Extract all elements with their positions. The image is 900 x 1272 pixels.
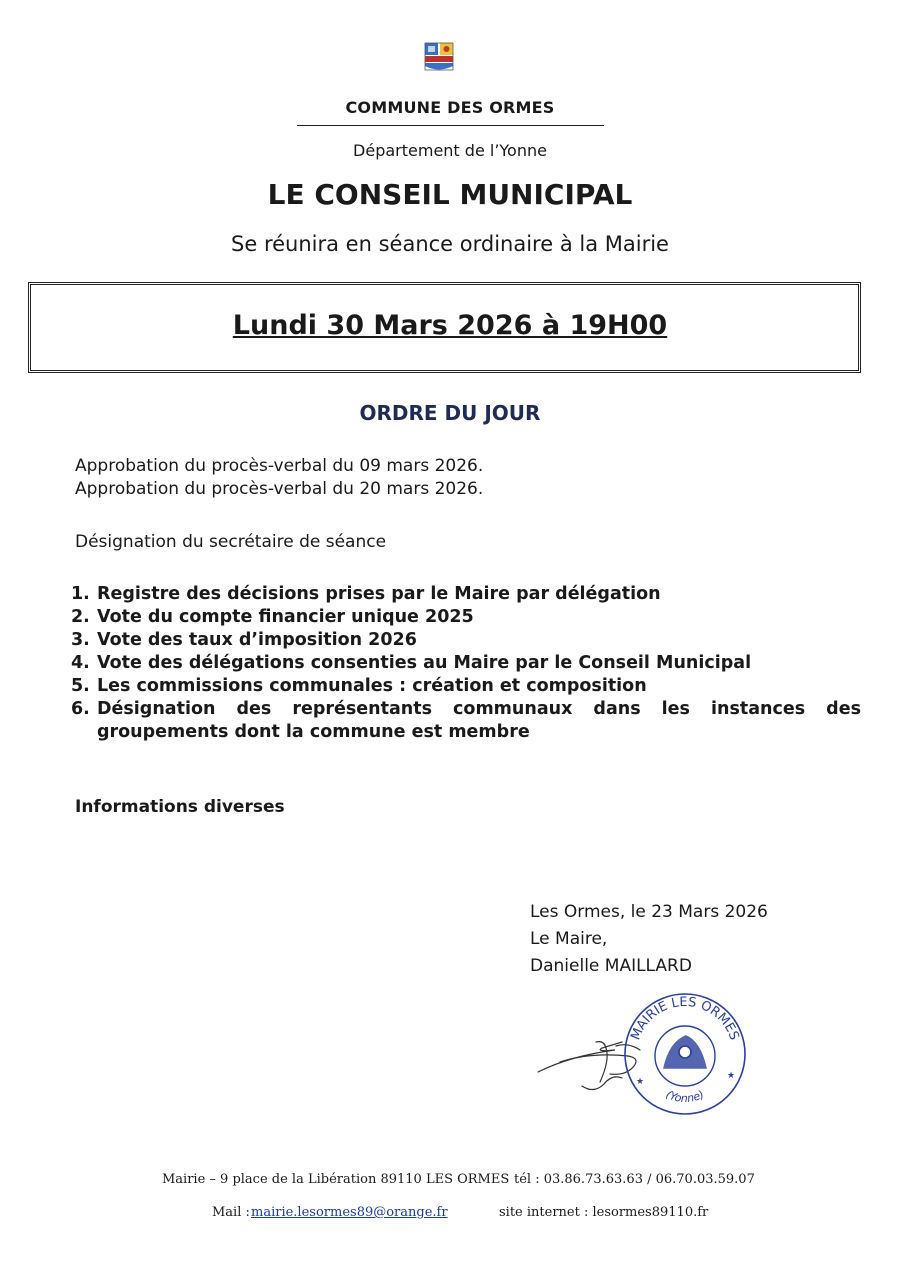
agenda-item-number: 1.: [71, 584, 90, 604]
agenda-item: [71, 652, 861, 675]
signatory-role: Le Maire,: [530, 929, 608, 949]
agenda-item-number: 4.: [71, 653, 90, 673]
agenda-item-number: 2.: [71, 607, 90, 627]
footer-email-link[interactable]: mairie.lesormes89@orange.fr: [251, 1205, 448, 1220]
stamp-bottom-text: (Yonne): [663, 1087, 707, 1106]
secretary-designation: Désignation du secrétaire de séance: [75, 532, 387, 552]
signature-place-date: Les Ormes, le 23 Mars 2026: [530, 902, 768, 922]
agenda-item: [71, 675, 861, 698]
agenda-heading: ORDRE DU JOUR: [359, 401, 541, 425]
minutes-approval-1: Approbation du procès-verbal du 09 mars 2026.: [75, 456, 484, 476]
misc-information: Informations diverses: [75, 797, 285, 817]
coat-of-arms-icon: [424, 42, 454, 72]
signature-stamp: [530, 990, 760, 1120]
agenda-item-text: Vote du compte financier unique 2025: [97, 607, 474, 627]
footer-phone: tél : 03.86.73.63.63 / 06.70.03.59.07: [514, 1172, 755, 1187]
signatory-name: Danielle MAILLARD: [530, 956, 692, 976]
agenda-item: [71, 583, 861, 606]
footer-address: Mairie – 9 place de la Libération 89110 LES ORMES: [162, 1172, 510, 1187]
page-title: LE CONSEIL MUNICIPAL: [267, 178, 633, 211]
agenda-item-text: Les commissions communales : création et composition: [97, 676, 647, 696]
agenda-item-number: 5.: [71, 676, 90, 696]
page-subtitle: Se réunira en séance ordinaire à la Mairie: [231, 232, 669, 256]
agenda-list: [71, 583, 861, 744]
header-divider: [297, 125, 604, 126]
footer-mail-label: Mail :: [212, 1205, 250, 1220]
agenda-item-text: Vote des taux d’imposition 2026: [97, 630, 417, 650]
star-icon: ★: [727, 1071, 736, 1081]
stamp-top-text: MAIRIE LES ORMES: [628, 994, 742, 1043]
agenda-item-number: 6.: [71, 699, 90, 719]
meeting-date: Lundi 30 Mars 2026 à 19H00: [232, 310, 668, 341]
agenda-item: [71, 606, 861, 629]
commune-name: COMMUNE DES ORMES: [345, 98, 555, 117]
agenda-item: [71, 698, 861, 744]
minutes-approval-2: Approbation du procès-verbal du 20 mars 2026.: [75, 479, 484, 499]
agenda-item: [71, 629, 861, 652]
agenda-item-text: Registre des décisions prises par le Maire par délégation: [97, 584, 661, 604]
agenda-item-text: Vote des délégations consenties au Maire par le Conseil Municipal: [97, 653, 752, 673]
department-name: Département de l’Yonne: [353, 141, 547, 160]
footer-website: site internet : lesormes89110.fr: [499, 1205, 709, 1220]
agenda-item-text: Désignation des représentants communaux dans les instances des groupements dont la commune est membre: [97, 699, 861, 742]
agenda-item-number: 3.: [71, 630, 90, 650]
star-icon: ★: [636, 1077, 645, 1087]
